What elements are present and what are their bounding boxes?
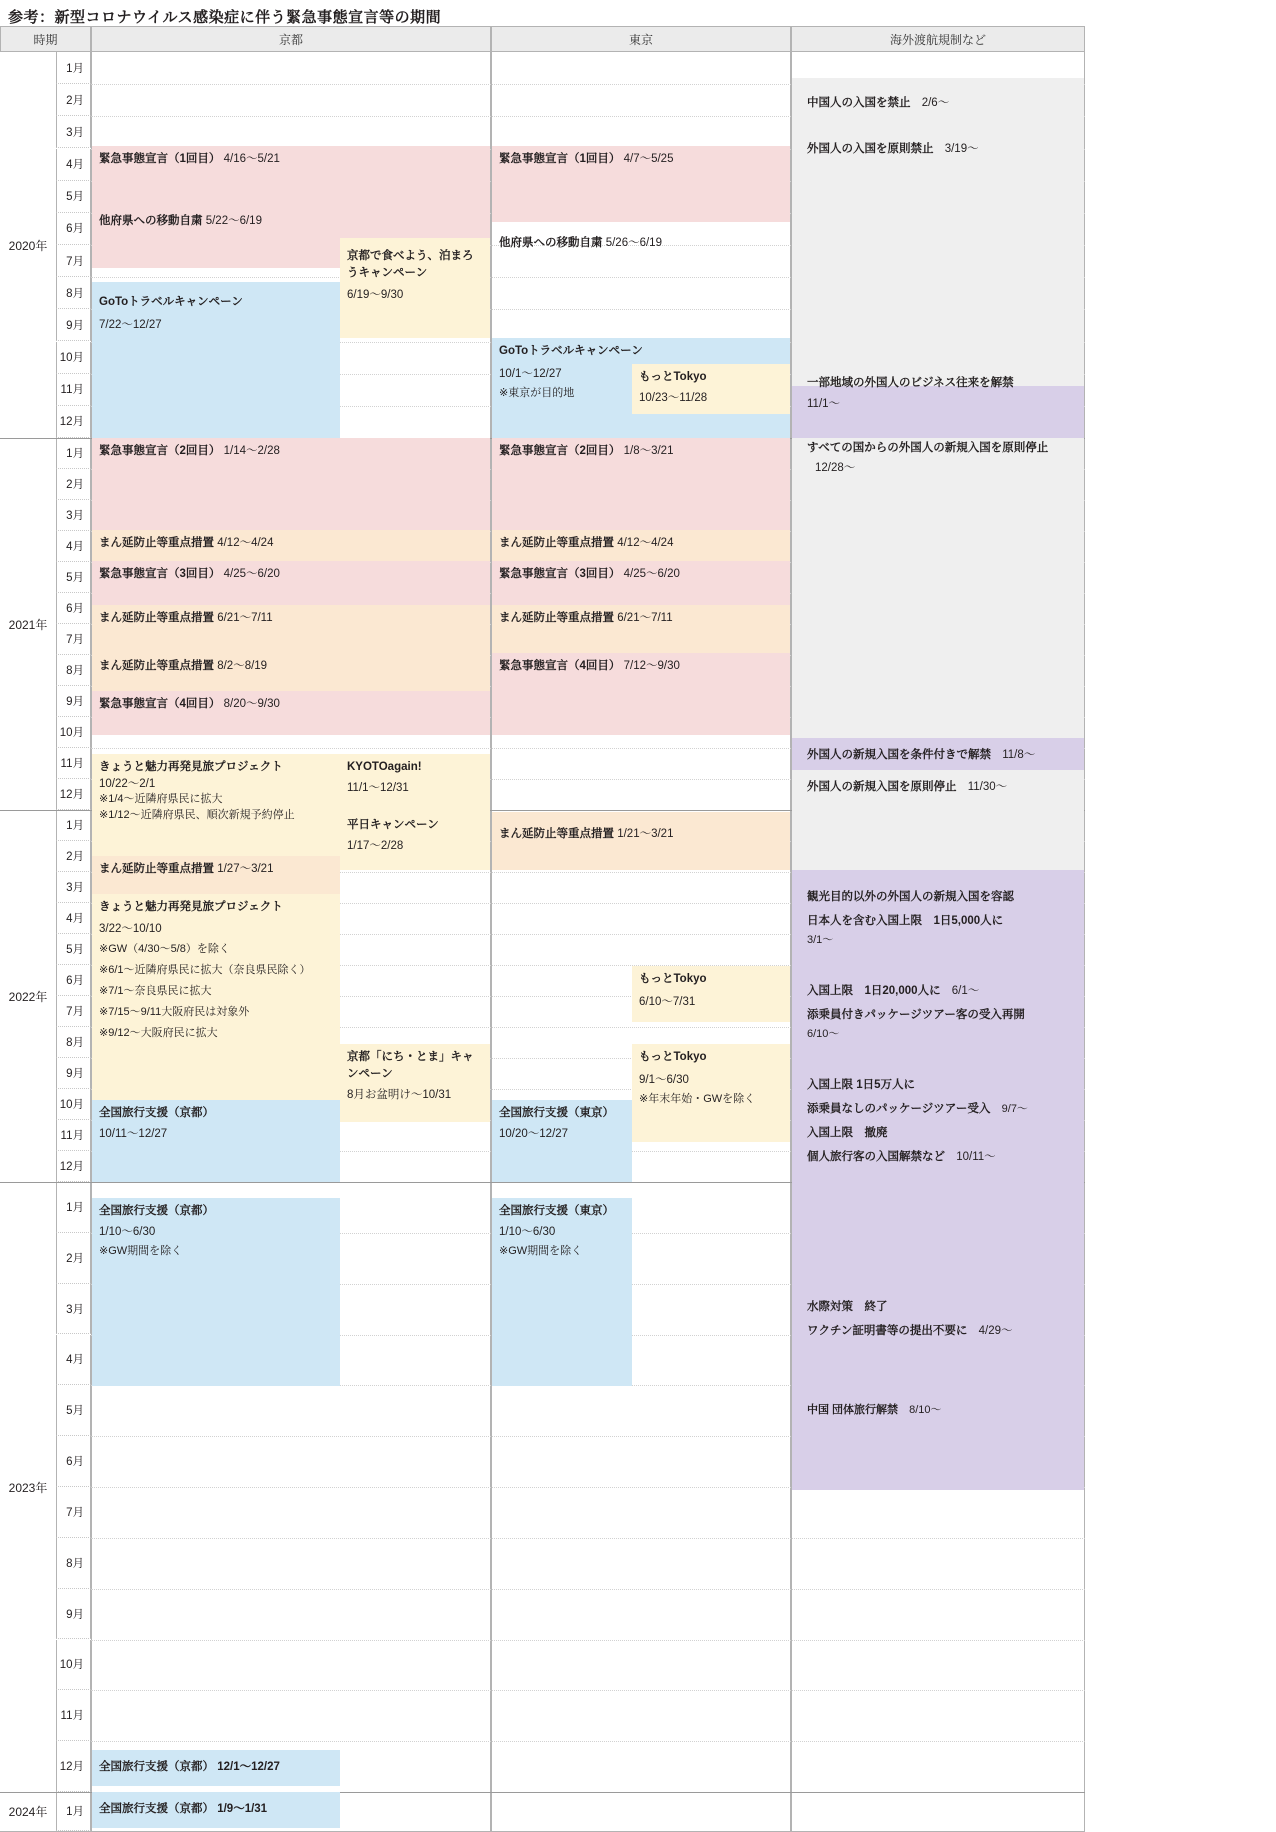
overseas-event-non-tourism-entry-title: 観光目的以外の外国人の新規入国を容認 [807,891,1014,903]
overseas-event-cap-5000 [800,908,1084,952]
month-cell-2021-2: 2月 [56,469,91,500]
month-cell-2020-2: 2月 [56,84,91,116]
kyoto-event-emergency-2 [92,438,490,530]
overseas-event-package-tour-resume-date: 6/10〜 [807,1027,840,1040]
tokyo-event-priority-3-title: まん延防止等重点措置 [499,828,614,840]
timeline-chart [0,26,1276,1831]
overseas-event-foreigner-ban-date: 3/19〜 [944,143,979,155]
row-separator [91,1690,1085,1691]
overseas-event-business-reopen-title: 一部地域の外国人のビジネス往来を解禁 [807,377,1014,389]
tokyo-event-priority-3 [492,812,790,870]
kyoto-event-national-support-dec-date: 12/1〜12/27 [217,1761,280,1773]
year-label-2022 [0,810,56,1182]
kyoto-event-goto-travel-title: GoToトラベルキャンペーン [99,296,243,308]
tokyo-event-emergency-1-date: 4/7〜5/25 [623,153,674,165]
kyoto-event-emergency-2-title: 緊急事態宣言（2回目） [99,445,221,457]
overseas-event-border-measures-end-title: 水際対策 終了 [807,1301,888,1313]
kyoto-event-rediscover-2021-note1: ※1/4〜近隣府県民に拡大 [99,793,223,806]
tokyo-event-emergency-3-title: 緊急事態宣言（3回目） [499,568,621,580]
kyoto-event-nichitoma [340,1044,490,1122]
kyoto-event-national-support-dec [92,1750,340,1786]
tokyo-event-national-support-2023-title: 全国旅行支援（東京） [499,1205,614,1217]
kyoto-event-national-support-2023 [92,1198,340,1386]
kyoto-event-emergency-1-date: 4/16〜5/21 [223,153,280,165]
column-header-tokyo-label: 東京 [628,32,653,47]
overseas-event-new-entry-stop [800,774,1084,798]
overseas-event-cap-20000-title: 入国上限 1日20,000人に [807,985,941,997]
tokyo-event-priority-1-title: まん延防止等重点措置 [499,537,614,549]
month-cell-2022-10: 10月 [56,1089,91,1120]
column-header-period-label: 時期 [33,32,58,47]
kyoto-event-national-support-2023-date: 1/10〜6/30 [99,1225,156,1238]
tokyo-event-motto-tokyo-3 [632,1044,790,1142]
tokyo-event-national-support-2022-date: 10/20〜12/27 [499,1127,569,1140]
tokyo-event-national-support-2023-note1: ※GW期間を除く [499,1245,583,1258]
kyoto-event-rediscover-2021-note2: ※1/12〜近隣府県民、順次新規予約停止 [99,809,295,822]
month-cell-2020-6: 6月 [56,213,91,245]
month-cell-2020-12: 12月 [56,406,91,438]
overseas-event-border-measures-end [800,1294,1084,1318]
kyoto-event-priority-4-date: 1/27〜3/21 [217,863,274,875]
month-cell-2021-6: 6月 [56,593,91,624]
kyoto-event-emergency-1 [92,146,490,208]
month-cell-2021-5: 5月 [56,562,91,593]
overseas-event-vaccine-cert [800,1318,1084,1342]
kyoto-event-nichitoma-date: 8月お盆明け〜10/31 [347,1089,452,1102]
month-cell-2023-8: 8月 [56,1538,91,1589]
tokyo-event-national-support-2023-date: 1/10〜6/30 [499,1225,556,1238]
tokyo-event-national-support-2023 [492,1198,632,1386]
overseas-event-new-entry-stop-date: 11/30〜 [967,781,1008,793]
tokyo-event-emergency-2-title: 緊急事態宣言（2回目） [499,445,621,457]
kyoto-event-eat-stay-campaign-date: 6/19〜9/30 [347,289,404,302]
overseas-event-conditional-reopen-title: 外国人の新規入国を条件付きで解禁 [807,749,991,761]
overseas-event-business-reopen-date: 11/1〜 [807,397,841,410]
month-cell-2020-11: 11月 [56,374,91,406]
month-cell-2023-3: 3月 [56,1284,91,1335]
kyoto-event-priority-1-title: まん延防止等重点措置 [99,537,214,549]
overseas-event-all-country-stop-title: すべての国からの外国人の新規入国を原則停止 [807,442,1049,454]
overseas-event-no-guide-tour [800,1096,1084,1120]
kyoto-event-national-support-2022 [92,1100,340,1182]
kyoto-event-emergency-1-title: 緊急事態宣言（1回目） [99,153,221,165]
overseas-event-new-entry-stop-title: 外国人の新規入国を原則停止 [807,781,957,793]
overseas-event-china-group-travel-date: 8/10〜 [909,1404,942,1416]
tokyo-event-motto-tokyo-3-date: 9/1〜6/30 [639,1073,689,1086]
kyoto-event-goto-travel-date: 7/22〜12/27 [99,318,162,331]
tokyo-event-motto-tokyo-2-title: もっとTokyo [639,973,707,985]
tokyo-event-emergency-3-date: 4/25〜6/20 [623,568,680,580]
month-cell-2024-1: 1月 [56,1792,91,1831]
kyoto-event-national-support-dec-title: 全国旅行支援（京都） [99,1761,214,1773]
kyoto-event-rediscover-2021-title: きょうと魅力再発見旅プロジェクト [99,761,283,773]
overseas-event-business-reopen [800,370,1080,418]
month-cell-2022-3: 3月 [56,872,91,903]
overseas-event-non-tourism-entry [800,884,1084,908]
kyoto-event-priority-2-title: まん延防止等重点措置 [99,612,214,624]
month-cell-2021-1: 1月 [56,438,91,469]
kyoto-event-rediscover-2022-note1: ※GW（4/30〜5/8）を除く [99,943,230,956]
kyoto-event-rediscover-2022-note5: ※9/12〜大阪府民に拡大 [99,1027,218,1040]
tokyo-event-emergency-3 [492,561,790,605]
year-label-2020 [0,52,56,438]
month-cell-2021-3: 3月 [56,500,91,531]
tokyo-event-motto-tokyo-1 [632,364,790,414]
kyoto-event-national-support-2022-date: 10/11〜12/27 [99,1127,168,1140]
overseas-event-conditional-reopen [800,742,1084,766]
kyoto-event-national-support-jan [92,1792,340,1828]
year-2023-text: 2023年 [8,1480,48,1495]
kyoto-event-priority-2-date: 6/21〜7/11 [217,612,273,624]
kyoto-event-priority-1-date: 4/12〜4/24 [217,537,274,549]
month-cell-2021-7: 7月 [56,624,91,655]
month-cell-2021-9: 9月 [56,686,91,717]
kyoto-event-emergency-3-date: 4/25〜6/20 [223,568,280,580]
month-cell-2022-6: 6月 [56,965,91,996]
month-cell-2023-12: 12月 [56,1741,91,1792]
tokyo-event-travel-restraint [492,230,790,258]
kyoto-event-priority-3-title: まん延防止等重点措置 [99,660,214,672]
month-cell-2022-7: 7月 [56,996,91,1027]
overseas-block-2021 [792,438,1084,738]
month-cell-2022-11: 11月 [56,1120,91,1151]
kyoto-event-priority-3 [92,653,490,691]
kyoto-event-goto-travel [92,282,340,438]
month-cell-2023-5: 5月 [56,1385,91,1436]
month-cell-2023-6: 6月 [56,1436,91,1487]
tokyo-event-emergency-2-date: 1/8〜3/21 [623,445,674,457]
kyoto-event-priority-3-date: 8/2〜8/19 [217,660,268,672]
overseas-event-china-ban-title: 中国人の入国を禁止 [807,97,911,109]
column-header-overseas [791,26,1085,52]
kyoto-event-emergency-3 [92,561,490,605]
month-cell-2022-12: 12月 [56,1151,91,1182]
overseas-event-china-group-travel [800,1398,1084,1422]
kyoto-event-national-support-2023-note1: ※GW期間を除く [99,1245,183,1258]
tokyo-event-emergency-1-title: 緊急事態宣言（1回目） [499,153,621,165]
month-cell-2023-11: 11月 [56,1690,91,1741]
kyoto-event-national-support-jan-title: 全国旅行支援（京都） [99,1803,214,1815]
kyoto-event-rediscover-2022-note2: ※6/1〜近隣府県民に拡大（奈良県民除く） [99,964,311,977]
kyoto-event-kyoto-again [340,754,490,812]
tokyo-event-motto-tokyo-1-date: 10/23〜11/28 [639,391,708,404]
kyoto-event-weekday-campaign-title: 平日キャンペーン [347,819,439,831]
tokyo-column [491,52,791,1831]
overseas-event-conditional-reopen-date: 11/8〜 [1002,749,1036,761]
kyoto-event-rediscover-2022-note4: ※7/15〜9/11大阪府民は対象外 [99,1006,250,1019]
kyoto-event-travel-restraint-date: 5/22〜6/19 [205,215,262,227]
overseas-event-cap-abolished [800,1120,1084,1144]
overseas-event-cap-20000-date: 6/1〜 [951,985,980,997]
month-cell-2020-3: 3月 [56,116,91,148]
tokyo-event-goto-travel-date: 10/1〜12/27 [499,367,562,380]
overseas-event-individual-travel-date: 10/11〜 [956,1151,996,1163]
overseas-event-china-ban-date: 2/6〜 [921,97,950,109]
month-cell-2020-1: 1月 [56,52,91,84]
overseas-event-foreigner-ban-title: 外国人の入国を原則禁止 [807,143,934,155]
overseas-event-no-guide-tour-title: 添乗員なしのパッケージツアー受入 [807,1103,991,1115]
row-separator [91,1640,1085,1641]
column-header-tokyo [491,26,791,52]
kyoto-event-emergency-4-date: 8/20〜9/30 [223,698,280,710]
kyoto-event-priority-4 [92,856,340,894]
month-cell-2020-8: 8月 [56,277,91,309]
overseas-event-china-ban [800,90,1080,114]
kyoto-event-rediscover-2022-date: 3/22〜10/10 [99,922,162,935]
year-2020-text: 2020年 [8,238,48,253]
tokyo-event-priority-1-date: 4/12〜4/24 [617,537,674,549]
tokyo-event-national-support-2022 [492,1100,632,1182]
year-2022-text: 2022年 [8,989,48,1004]
tokyo-event-motto-tokyo-3-title: もっとTokyo [639,1051,707,1063]
tokyo-event-goto-travel-title: GoToトラベルキャンペーン [499,345,643,357]
kyoto-event-kyoto-again-title: KYOTOagain! [347,761,422,773]
kyoto-event-emergency-4-title: 緊急事態宣言（4回目） [99,698,221,710]
kyoto-event-priority-4-title: まん延防止等重点措置 [99,863,214,875]
kyoto-event-eat-stay-campaign-title: 京都で食べよう、泊まろうキャンペーン [347,250,474,279]
kyoto-event-rediscover-2022 [92,894,340,1100]
kyoto-event-national-support-2023-title: 全国旅行支援（京都） [99,1205,214,1217]
row-separator [91,1589,1085,1590]
kyoto-event-rediscover-2021 [92,754,340,856]
month-cell-2023-7: 7月 [56,1487,91,1538]
month-cell-2022-5: 5月 [56,934,91,965]
month-cell-2022-4: 4月 [56,903,91,934]
month-cell-2021-11: 11月 [56,748,91,779]
tokyo-event-motto-tokyo-2 [632,966,790,1022]
kyoto-event-priority-2 [92,605,490,653]
kyoto-event-rediscover-2021-date: 10/22〜2/1 [99,777,156,790]
tokyo-event-emergency-4-date: 7/12〜9/30 [623,660,680,672]
column-header-kyoto [91,26,491,52]
month-cell-2022-2: 2月 [56,841,91,872]
kyoto-event-emergency-3-title: 緊急事態宣言（3回目） [99,568,221,580]
month-cell-2020-10: 10月 [56,342,91,374]
overseas-event-individual-travel [800,1144,1084,1168]
month-cell-2020-5: 5月 [56,181,91,213]
column-header-overseas-label: 海外渡航規制など [889,32,986,47]
kyoto-event-travel-restraint-title: 他府県への移動自粛 [99,215,203,227]
row-separator [91,1741,1085,1742]
kyoto-event-weekday-campaign [340,812,490,870]
month-cell-2023-4: 4月 [56,1335,91,1386]
page-title: 参考：新型コロナウイルス感染症に伴う緊急事態宣言等の期間 [8,9,442,26]
tokyo-event-travel-restraint-date: 5/26〜6/19 [605,237,662,249]
month-cell-2022-8: 8月 [56,1027,91,1058]
tokyo-event-priority-2-title: まん延防止等重点措置 [499,612,614,624]
tokyo-event-emergency-1 [492,146,790,222]
overseas-event-vaccine-cert-title: ワクチン証明書等の提出不要に [807,1325,968,1337]
kyoto-event-national-support-jan-date: 1/9〜1/31 [217,1803,268,1815]
overseas-event-cap-5000-date: 3/1〜 [807,933,834,946]
overseas-event-cap-abolished-title: 入国上限 撤廃 [807,1127,888,1139]
overseas-event-package-tour-resume [800,1002,1084,1046]
overseas-event-china-group-travel-title: 中国 団体旅行解禁 [807,1404,899,1416]
month-cell-2021-8: 8月 [56,655,91,686]
kyoto-event-emergency-4 [92,691,490,735]
month-cell-2021-4: 4月 [56,531,91,562]
overseas-block-2022-2023 [792,870,1084,1490]
month-cell-2021-12: 12月 [56,779,91,810]
overseas-event-vaccine-cert-date: 4/29〜 [978,1325,1013,1337]
kyoto-event-rediscover-2022-title: きょうと魅力再発見旅プロジェクト [99,901,283,913]
row-separator [91,1538,1085,1539]
tokyo-event-emergency-2 [492,438,790,530]
overseas-block-2020 [792,78,1084,386]
month-cell-2020-4: 4月 [56,149,91,181]
kyoto-event-kyoto-again-date: 11/1〜12/31 [347,781,409,794]
tokyo-event-motto-tokyo-3-note1: ※年末年始・GWを除く [639,1093,756,1106]
tokyo-event-priority-3-date: 1/21〜3/21 [617,828,674,840]
tokyo-event-goto-travel-note1: ※東京が目的地 [499,387,575,400]
month-cell-2023-10: 10月 [56,1640,91,1691]
kyoto-event-emergency-2-date: 1/14〜2/28 [223,445,280,457]
overseas-event-foreigner-ban [800,136,1080,160]
tokyo-event-national-support-2022-title: 全国旅行支援（東京） [499,1107,614,1119]
overseas-event-cap-5000-title: 日本人を含む入国上限 1日5,000人に [807,915,1004,927]
overseas-event-all-country-stop-date: 12/28〜 [815,461,856,474]
month-cell-2020-7: 7月 [56,245,91,277]
kyoto-event-national-support-2022-title: 全国旅行支援（京都） [99,1107,214,1119]
tokyo-event-priority-1 [492,530,790,561]
kyoto-event-eat-stay-campaign [340,238,490,338]
tokyo-event-emergency-4-title: 緊急事態宣言（4回目） [499,660,621,672]
year-label-2023 [0,1182,56,1792]
column-header-period [0,26,91,52]
kyoto-event-weekday-campaign-date: 1/17〜2/28 [347,839,404,852]
overseas-event-cap-50000-title: 入国上限 1日5万人に [807,1079,915,1091]
month-cell-2022-1: 1月 [56,810,91,841]
tokyo-event-motto-tokyo-1-title: もっとTokyo [639,371,707,383]
tokyo-event-emergency-4 [492,653,790,735]
tokyo-event-priority-2-date: 6/21〜7/11 [617,612,673,624]
month-cell-2021-10: 10月 [56,717,91,748]
overseas-event-cap-20000 [800,978,1084,1002]
overseas-event-package-tour-resume-title: 添乗員付きパッケージツアー客の受入再開 [807,1009,1025,1021]
overseas-event-cap-50000 [800,1072,1084,1096]
overseas-event-no-guide-tour-date: 9/7〜 [1001,1103,1028,1115]
month-cell-2023-9: 9月 [56,1589,91,1640]
overseas-event-individual-travel-title: 個人旅行客の入国解禁など [807,1151,945,1163]
kyoto-event-priority-1 [92,530,490,561]
month-cell-2023-1: 1月 [56,1182,91,1233]
month-cell-2023-2: 2月 [56,1233,91,1284]
year-2021-text: 2021年 [8,617,48,632]
kyoto-event-nichitoma-title: 京都「にち・とま」キャンペーン [347,1051,474,1080]
tokyo-event-priority-2 [492,605,790,653]
column-header-kyoto-label: 京都 [278,32,303,47]
tokyo-event-travel-restraint-title: 他府県への移動自粛 [499,237,603,249]
overseas-event-all-country-stop [800,434,1084,482]
month-cell-2020-9: 9月 [56,309,91,341]
year-2024-text: 2024年 [8,1805,48,1819]
year-label-2024 [0,1792,56,1831]
tokyo-event-motto-tokyo-2-date: 6/10〜7/31 [639,995,696,1008]
kyoto-event-rediscover-2022-note3: ※7/1〜奈良県民に拡大 [99,985,212,998]
year-label-2021 [0,438,56,810]
month-cell-2022-9: 9月 [56,1058,91,1089]
